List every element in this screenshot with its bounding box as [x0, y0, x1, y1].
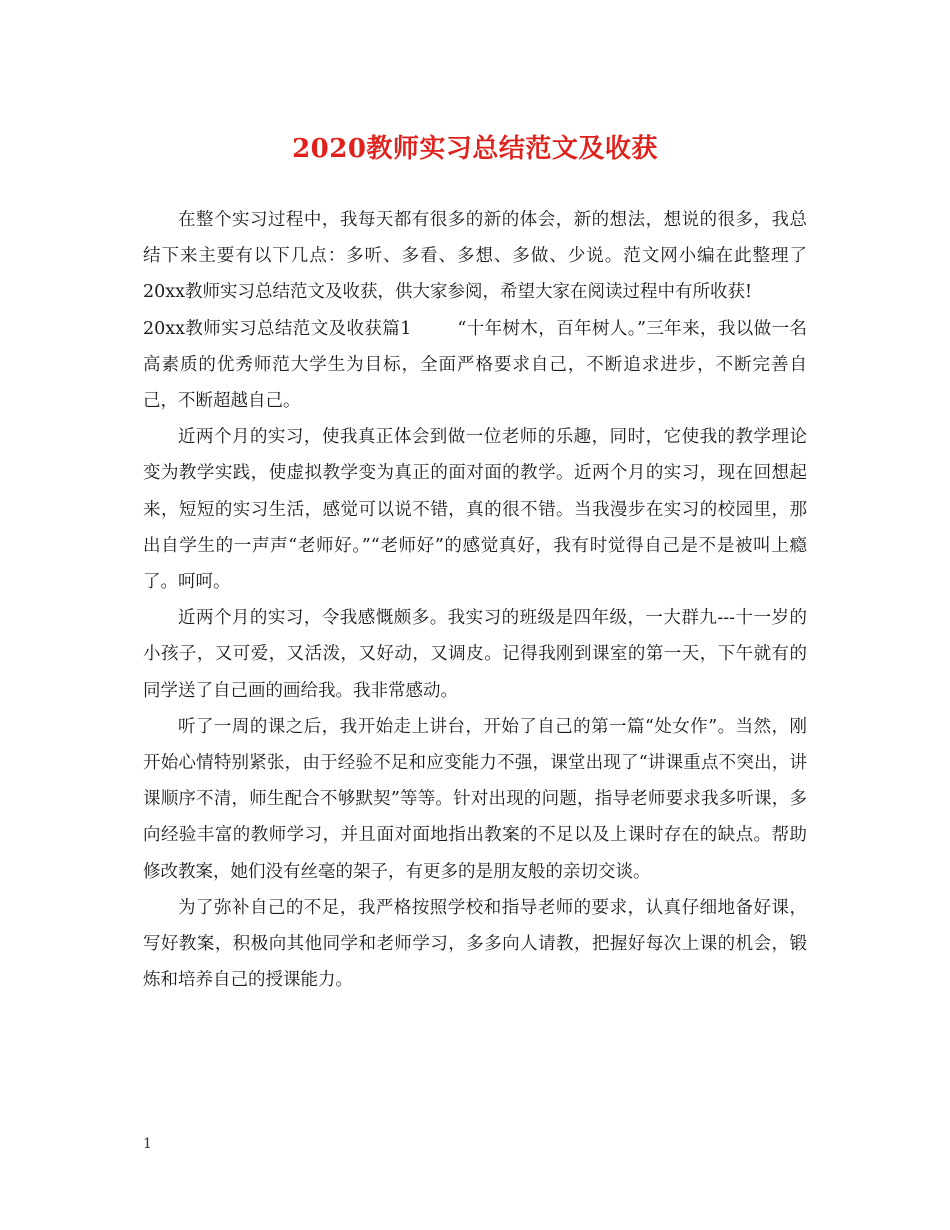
- section-heading: 20xx教师实习总结范文及收获篇1: [143, 318, 412, 339]
- section-1-text: “十年树木，百年树人。”三年来，我以做一名高素质的优秀师范大学生为目标，全面严格要求自己，不断追求进步，不断完善自己，不断超越自己。: [143, 318, 807, 412]
- body-paragraph: 近两个月的实习，令我感慨颇多。我实习的班级是四年级，一大群九---十一岁的小孩子，又可爱，又活泼，又好动，又调皮。记得我刚到课室的第一天，下午就有的同学送了自己画的画给我。我非常感动。: [143, 608, 807, 701]
- document-title: 2020教师实习总结范文及收获: [292, 134, 658, 164]
- body-paragraph: 为了弥补自己的不足，我严格按照学校和指导老师的要求，认真仔细地备好课，写好教案，积极向其他同学和老师学习，多多向人请教，把握好每次上课的机会，锻炼和培养自己的授课能力。: [143, 897, 807, 991]
- document-body: [143, 202, 807, 998]
- section-1-paragraph: [143, 311, 807, 420]
- page-number: 1: [143, 1136, 152, 1152]
- intro-paragraph: 在整个实习过程中，我每天都有很多的新的体会，新的想法，想说的很多，我总结下来主要有以下几点：多听、多看、多想、多做、少说。范文网小编在此整理了20xx教师实习总结范文及收获，供大家参阅，希望大家在阅读过程中有所收获!: [143, 210, 807, 303]
- body-paragraph: 听了一周的课之后，我开始走上讲台，开始了自己的第一篇“处女作”。当然，刚开始心情特别紧张，由于经验不足和应变能力不强，课堂出现了“讲课重点不突出，讲课顺序不清，师生配合不够默契”等等。针对出现的问题，指导老师要求我多听课，多向经验丰富的教师学习，并且面对面地指出教案的不足以及上课时存在的缺点。帮助修改教案，她们没有丝毫的架子，有更多的是朋友般的亲切交谈。: [143, 716, 807, 882]
- body-paragraph: 近两个月的实习，使我真正体会到做一位老师的乐趣，同时，它使我的教学理论变为教学实践，使虚拟教学变为真正的面对面的教学。近两个月的实习，现在回想起来，短短的实习生活，感觉可以说不错，真的很不错。当我漫步在实习的校园里，那出自学生的一声声“老师好。”“老师好”的感觉真好，我有时觉得自己是不是被叫上瘾了。呵呵。: [143, 427, 807, 593]
